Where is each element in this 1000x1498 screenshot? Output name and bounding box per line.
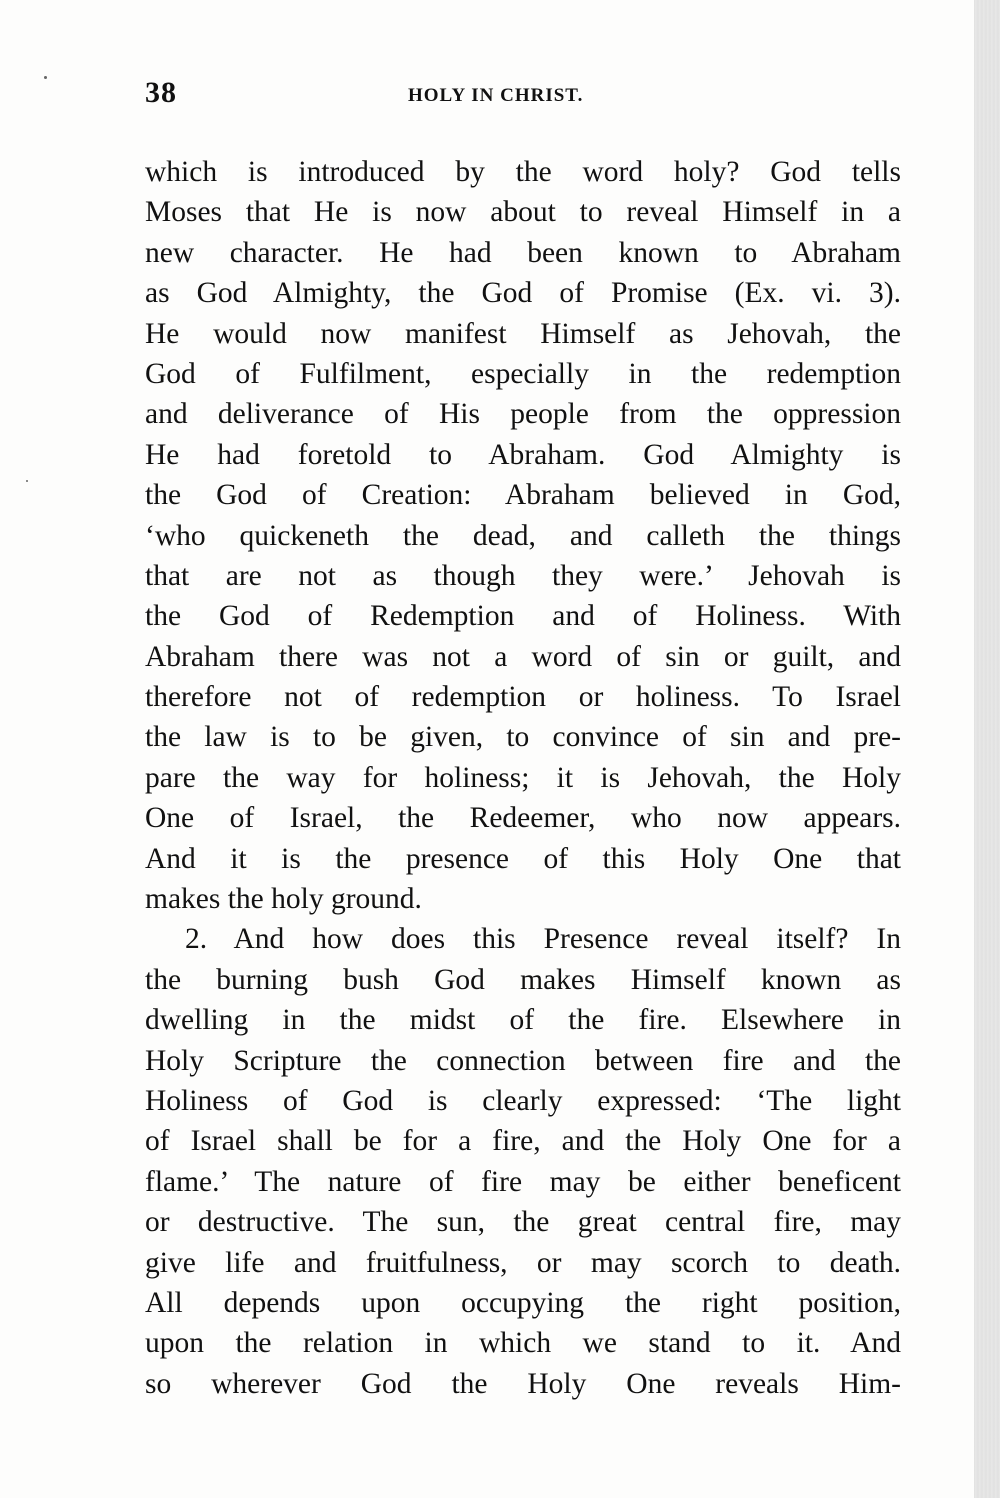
print-speck: [44, 76, 47, 79]
text-line: dwelling in the midst of the fire. Elsewhere in: [145, 1004, 901, 1037]
text-line: therefore not of redemption or holiness. To Israel: [145, 681, 901, 714]
text-line: so wherever God the Holy One reveals Him-: [145, 1367, 901, 1400]
page-number: 38: [145, 76, 177, 109]
page-gutter-edge: [974, 0, 1000, 1498]
text-line: of Israel shall be for a fire, and the Holy One for a: [145, 1125, 901, 1158]
text-line: Holiness of God is clearly expressed: ‘The light: [145, 1084, 901, 1117]
text-line: which is introduced by the word holy? God tells: [145, 156, 901, 188]
text-line: Abraham there was not a word of sin or guilt, and: [145, 640, 901, 673]
text-line: the God of Redemption and of Holiness. With: [145, 600, 901, 633]
text-line: the law is to be given, to convince of sin and pre-: [145, 721, 901, 754]
text-line: as God Almighty, the God of Promise (Ex. vi. 3).: [145, 277, 901, 310]
body-text: [145, 152, 901, 1404]
text-line: upon the relation in which we stand to it. And: [145, 1327, 901, 1360]
text-line: give life and fruitfulness, or may scorch to death.: [145, 1246, 901, 1279]
text-line: One of Israel, the Redeemer, who now appears.: [145, 802, 901, 835]
print-speck: [26, 480, 28, 482]
running-title: HOLY IN CHRIST.: [408, 85, 584, 106]
text-line: the God of Creation: Abraham believed in God,: [145, 479, 901, 512]
text-line: God of Fulfilment, especially in the redemption: [145, 357, 901, 390]
text-line: Holy Scripture the connection between fire and the: [145, 1044, 901, 1077]
text-line: or destructive. The sun, the great central fire, may: [145, 1206, 901, 1239]
text-line: pare the way for holiness; it is Jehovah, the Holy: [145, 761, 901, 794]
text-line: And it is the presence of this Holy One that: [145, 842, 901, 875]
text-line: All depends upon occupying the right position,: [145, 1286, 901, 1319]
text-line: new character. He had been known to Abraham: [145, 236, 901, 269]
text-line: that are not as though they were.’ Jehovah is: [145, 559, 901, 592]
text-line: He had foretold to Abraham. God Almighty is: [145, 438, 901, 471]
paragraph-start-line: 2. And how does this Presence reveal itself? In: [185, 923, 901, 956]
text-line: the burning bush God makes Himself known as: [145, 963, 901, 996]
text-line: makes the holy ground.: [145, 883, 422, 916]
text-line: He would now manifest Himself as Jehovah, the: [145, 317, 901, 350]
page-header: [145, 76, 901, 116]
text-line: and deliverance of His people from the oppression: [145, 398, 901, 431]
text-line: ‘who quickeneth the dead, and calleth the things: [145, 519, 901, 552]
text-line: flame.’ The nature of fire may be either beneficent: [145, 1165, 901, 1198]
text-line: Moses that He is now about to reveal Himself in a: [145, 196, 901, 229]
